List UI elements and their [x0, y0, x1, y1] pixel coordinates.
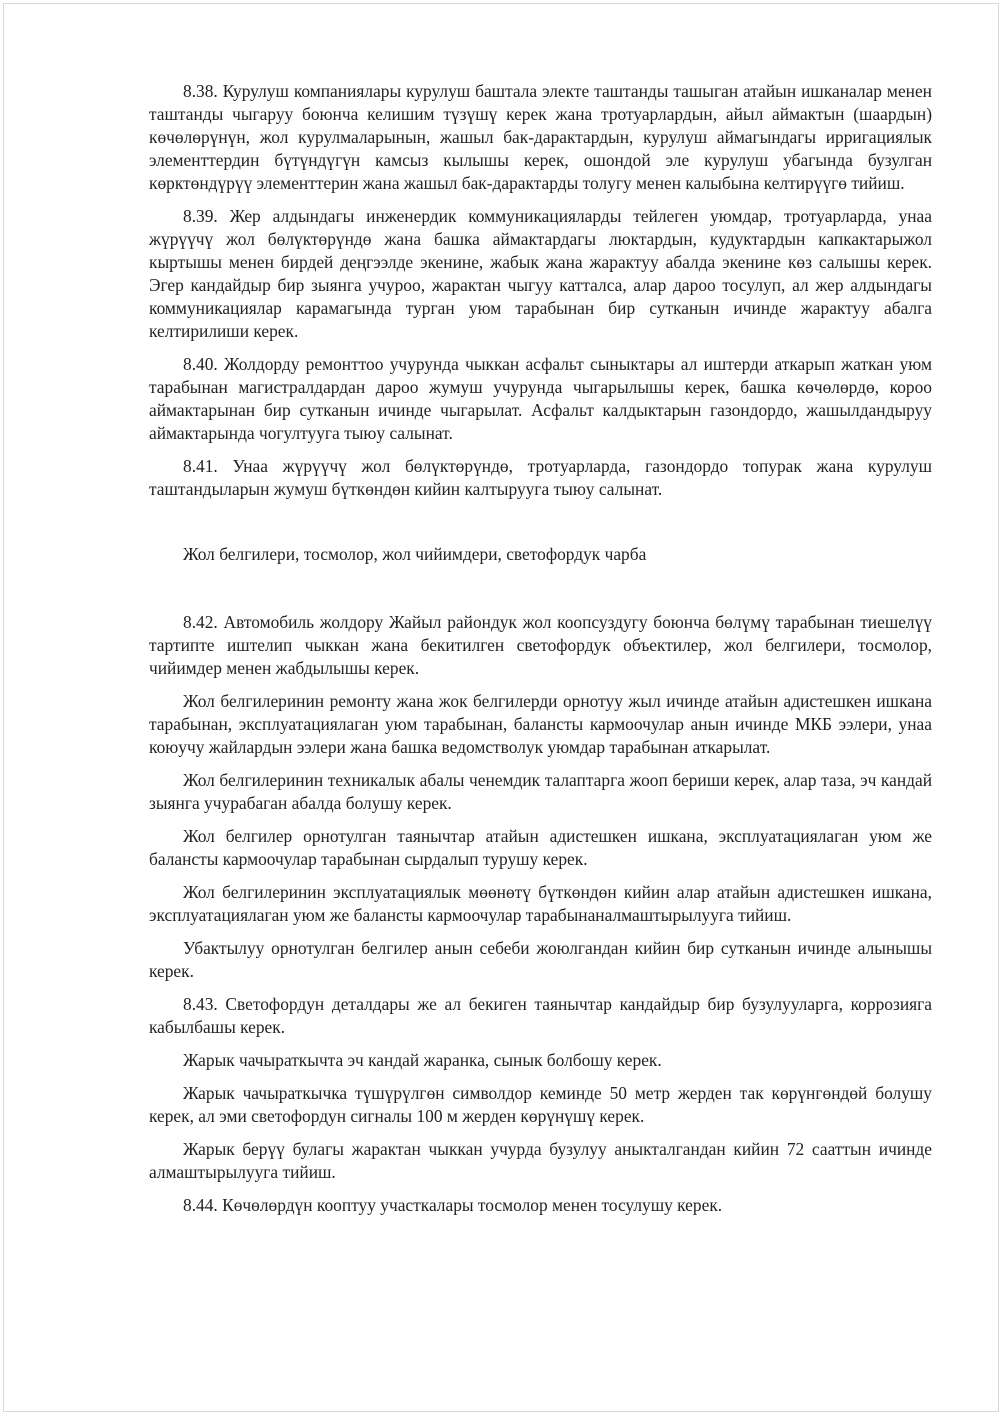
paragraph-symbols-visibility: Жарык чачыраткычка түшүрүлгөн символдор кеминде 50 метр жерден так көрүнгөндөй болушу керек, ал эми светофордун сигналы 100 м жерден көрүнүшү керек.: [149, 1083, 932, 1126]
paragraph-temporary-signs: Убактылуу орнотулган белгилер анын себеби жоюлгандан кийин бир сутканын ичинде алынышы керек.: [149, 938, 932, 981]
document-page: [3, 3, 999, 1412]
document-body: [149, 80, 932, 1227]
paragraph-8-39: 8.39. Жер алдындагы инженердик коммуникацияларды тейлеген уюмдар, тротуарларда, унаа жүрүүчү жол бөлүктөрүндө жана башка аймактардагы люктардын, кудуктардын капкактарыжол кыртышы менен бирдей деңгээлде экенине, жабык жана жарактуу абалда экенине көз салышы керек. Эгер кандайдыр бир зыянга учуроо, жарактан чыгуу катталса, алар дароо тосулуп, ал жер алдындагы коммуникациялар карамагында турган уюм тарабынан бир сутканын ичинде жарактуу абалга келтирилиши керек.: [149, 206, 932, 341]
paragraph-light-source: Жарык берүү булагы жарактан чыккан учурда бузулуу аныкталгандан кийин 72 сааттын ичинде алмаштырылууга тийиш.: [149, 1139, 932, 1182]
section-heading: Жол белгилери, тосмолор, жол чийимдери, светофордук чарба: [183, 544, 647, 564]
paragraph-8-38: 8.38. Курулуш компаниялары курулуш баштала электе таштанды ташыган атайын ишканалар менен таштанды чыгаруу боюнча келишим түзүшү керек жана тротуарлардын, айыл аймактын (шаардын) көчөлөрүнүн, жол курулмаларынын, жашыл бак-дарактардын, курулуш аймагындагы ирригациялык элементтердин бүтүндүгүн камсыз кылышы керек, ошондой эле курулуш убагында бузулган көрктөндүрүү элементтерин жана жашыл бак-дарактарды толугу менен калыбына келтирүүгө тийиш.: [149, 81, 932, 193]
paragraph-light-diffuser: Жарык чачыраткычта эч кандай жаранка, сынык болбошу керек.: [183, 1050, 662, 1070]
paragraph-sign-supports: Жол белгилер орнотулган таянычтар атайын адистешкен ишкана, эксплуатациялаган уюм же балансты кармоочулар тарабынан сырдалып турушу керек.: [149, 826, 932, 869]
paragraph-8-40: 8.40. Жолдорду ремонттоо учурунда чыккан асфальт сыныктары ал иштерди аткарып жаткан уюм тарабынан магистралдардан дароо жумуш учурунда чыгарылышы керек, башка көчөлөрдө, короо аймактарынан бир сутканын ичинде чыгарылат. Асфальт калдыктарын газондордо, жашылдандыруу аймактарында чогултууга тыюу салынат.: [149, 354, 932, 443]
paragraph-sign-replacement: Жол белгилеринин эксплуатациялык мөөнөтү бүткөндөн кийин алар атайын адистешкен ишкана, эксплуатациялаган уюм же балансты кармоочулар тарабынаналмаштырылууга тийиш.: [149, 882, 932, 925]
paragraph-8-44: 8.44. Көчөлөрдүн кооптуу участкалары тосмолор менен тосулушу керек.: [183, 1195, 723, 1215]
paragraph-8-42: 8.42. Автомобиль жолдору Жайыл райондук жол коопсуздугу боюнча бөлүмү тарабынан тиешелүү тартипте иштелип чыккан жана бекитилген светофордук объектилер, жол белгилери, тосмолор, чийимдер менен жабдылышы керек.: [149, 612, 932, 678]
paragraph-sign-condition: Жол белгилеринин техникалык абалы ченемдик талаптарга жооп бериши керек, алар таза, эч кандай зыянга учурабаган абалда болушу керек.: [149, 770, 932, 813]
paragraph-sign-repair: Жол белгилеринин ремонту жана жок белгилерди орнотуу жыл ичинде атайын адистешкен ишкана тарабынан, эксплуатациялаган уюм тарабынан, балансты кармоочулар анын ичинде МКБ ээлери, унаа коюучу жайлардын ээлери жана башка ведомстволук уюмдар тарабынан аткарылат.: [149, 691, 932, 757]
paragraph-8-43: 8.43. Светофордун деталдары же ал бекиген таянычтар кандайдыр бир бузулууларга, коррозияга кабылбашы керек.: [149, 994, 932, 1037]
paragraph-8-41: 8.41. Унаа жүрүүчү жол бөлүктөрүндө, тротуарларда, газондордо топурак жана курулуш таштандыларын жумуш бүткөндөн кийин калтырууга тыюу салынат.: [149, 456, 932, 499]
